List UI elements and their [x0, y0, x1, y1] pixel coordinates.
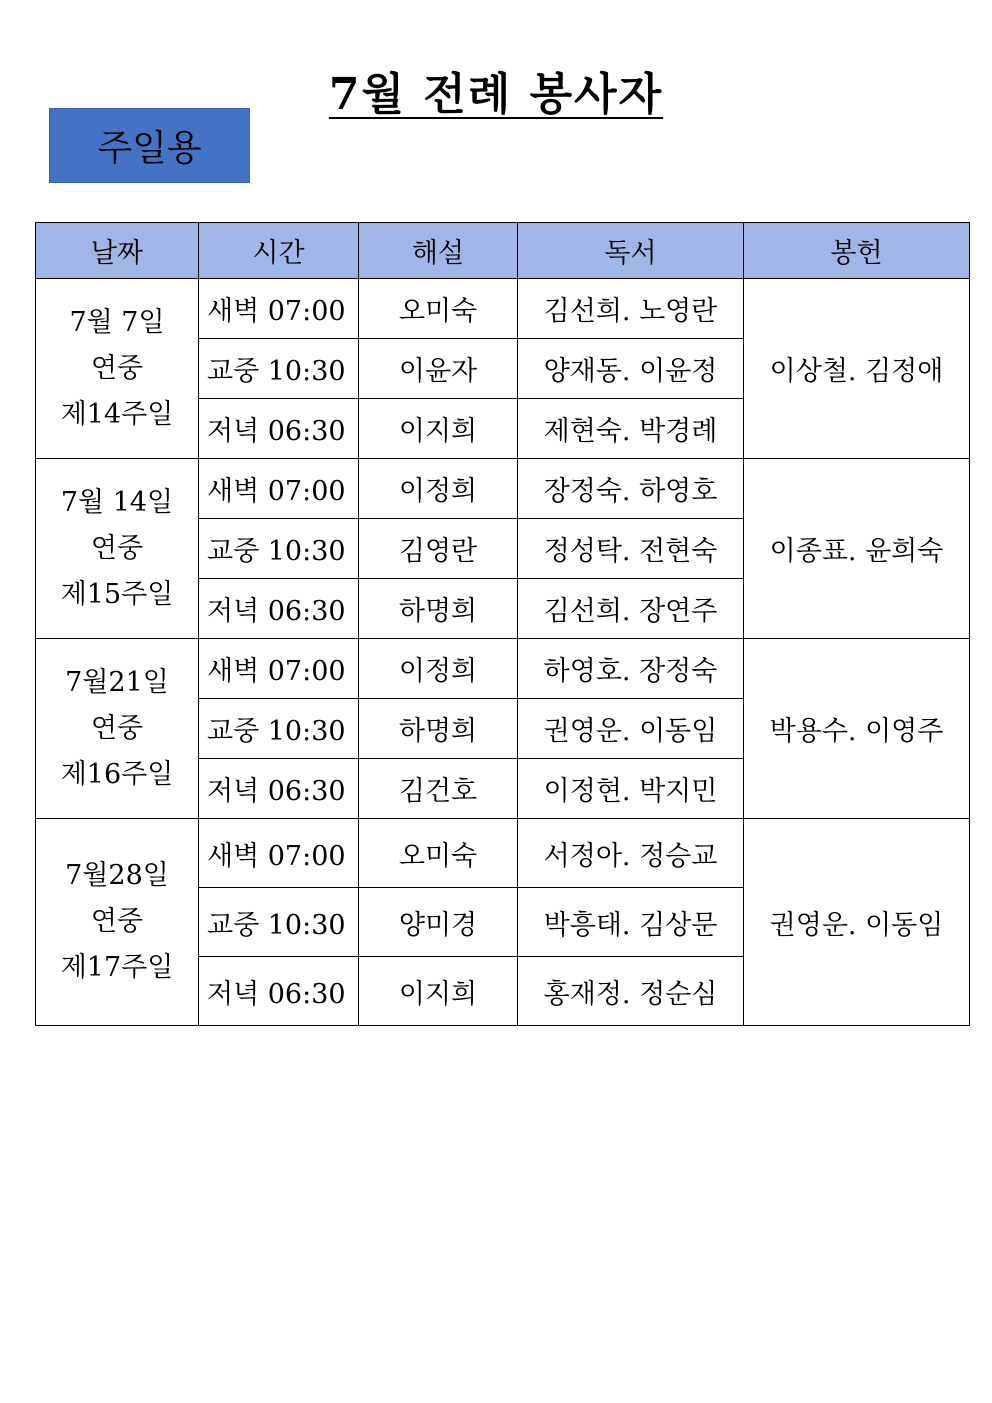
readers-cell: 장정숙. 하영호: [518, 459, 744, 519]
table-row: [36, 819, 970, 888]
offering-cell: 이상철. 김정애: [744, 279, 970, 459]
date-line: 연중: [90, 906, 144, 937]
readers-cell: 이정현. 박지민: [518, 759, 744, 819]
date-line: 연중: [90, 712, 144, 744]
readers-cell: 제현숙. 박경례: [518, 399, 744, 459]
date-cell: [36, 639, 199, 819]
commentator-cell: 오미숙: [359, 279, 518, 339]
commentator-cell: 양미경: [359, 888, 518, 957]
date-line: 7월28일: [65, 860, 169, 891]
time-cell: 교중 10:30: [199, 339, 359, 399]
time-cell: 교중 10:30: [199, 519, 359, 579]
schedule-table: [35, 222, 970, 1026]
time-cell: 새벽 07:00: [199, 639, 359, 699]
commentator-cell: 이지희: [359, 957, 518, 1026]
offering-cell: 권영운. 이동임: [744, 819, 970, 1026]
readers-cell: 정성탁. 전현숙: [518, 519, 744, 579]
date-cell: [36, 459, 199, 639]
commentator-cell: 하명희: [359, 579, 518, 639]
page-title: 7월 전례 봉사자: [328, 69, 664, 120]
readers-cell: 서정아. 정승교: [518, 819, 744, 888]
readers-cell: 김선희. 장연주: [518, 579, 744, 639]
table-row: [36, 279, 970, 339]
date-line: 7월21일: [65, 666, 169, 698]
time-cell: 저녁 06:30: [199, 579, 359, 639]
date-line: 연중: [90, 352, 144, 384]
time-cell: 새벽 07:00: [199, 459, 359, 519]
time-cell: 새벽 07:00: [199, 279, 359, 339]
header-time: 시간: [199, 223, 359, 279]
commentator-cell: 김건호: [359, 759, 518, 819]
category-badge: 주일용: [49, 108, 250, 183]
header-date: 날짜: [36, 223, 199, 279]
header-commentator: 해설: [359, 223, 518, 279]
date-cell: [36, 819, 199, 1026]
time-cell: 저녁 06:30: [199, 957, 359, 1026]
offering-cell: 박용수. 이영주: [744, 639, 970, 819]
commentator-cell: 이윤자: [359, 339, 518, 399]
commentator-cell: 오미숙: [359, 819, 518, 888]
time-cell: 새벽 07:00: [199, 819, 359, 888]
readers-cell: 박흥태. 김상문: [518, 888, 744, 957]
readers-cell: 권영운. 이동임: [518, 699, 744, 759]
date-line: 7월 14일: [60, 486, 174, 518]
commentator-cell: 이정희: [359, 459, 518, 519]
table-row: [36, 459, 970, 519]
offering-cell: 이종표. 윤희숙: [744, 459, 970, 639]
table-header-row: [36, 223, 970, 279]
date-line: 제14주일: [60, 398, 174, 430]
header-readers: 독서: [518, 223, 744, 279]
header-offering: 봉헌: [744, 223, 970, 279]
date-line: 제15주일: [60, 578, 174, 610]
time-cell: 교중 10:30: [199, 888, 359, 957]
date-line: 7월 7일: [69, 306, 165, 338]
readers-cell: 하영호. 장정숙: [518, 639, 744, 699]
commentator-cell: 이지희: [359, 399, 518, 459]
readers-cell: 양재동. 이윤정: [518, 339, 744, 399]
time-cell: 저녁 06:30: [199, 399, 359, 459]
date-line: 제16주일: [60, 758, 174, 790]
readers-cell: 홍재정. 정순심: [518, 957, 744, 1026]
time-cell: 교중 10:30: [199, 699, 359, 759]
commentator-cell: 이정희: [359, 639, 518, 699]
date-line: 연중: [90, 532, 144, 564]
time-cell: 저녁 06:30: [199, 759, 359, 819]
table-row: [36, 639, 970, 699]
commentator-cell: 김영란: [359, 519, 518, 579]
readers-cell: 김선희. 노영란: [518, 279, 744, 339]
date-line: 제17주일: [60, 952, 174, 983]
date-cell: [36, 279, 199, 459]
commentator-cell: 하명희: [359, 699, 518, 759]
